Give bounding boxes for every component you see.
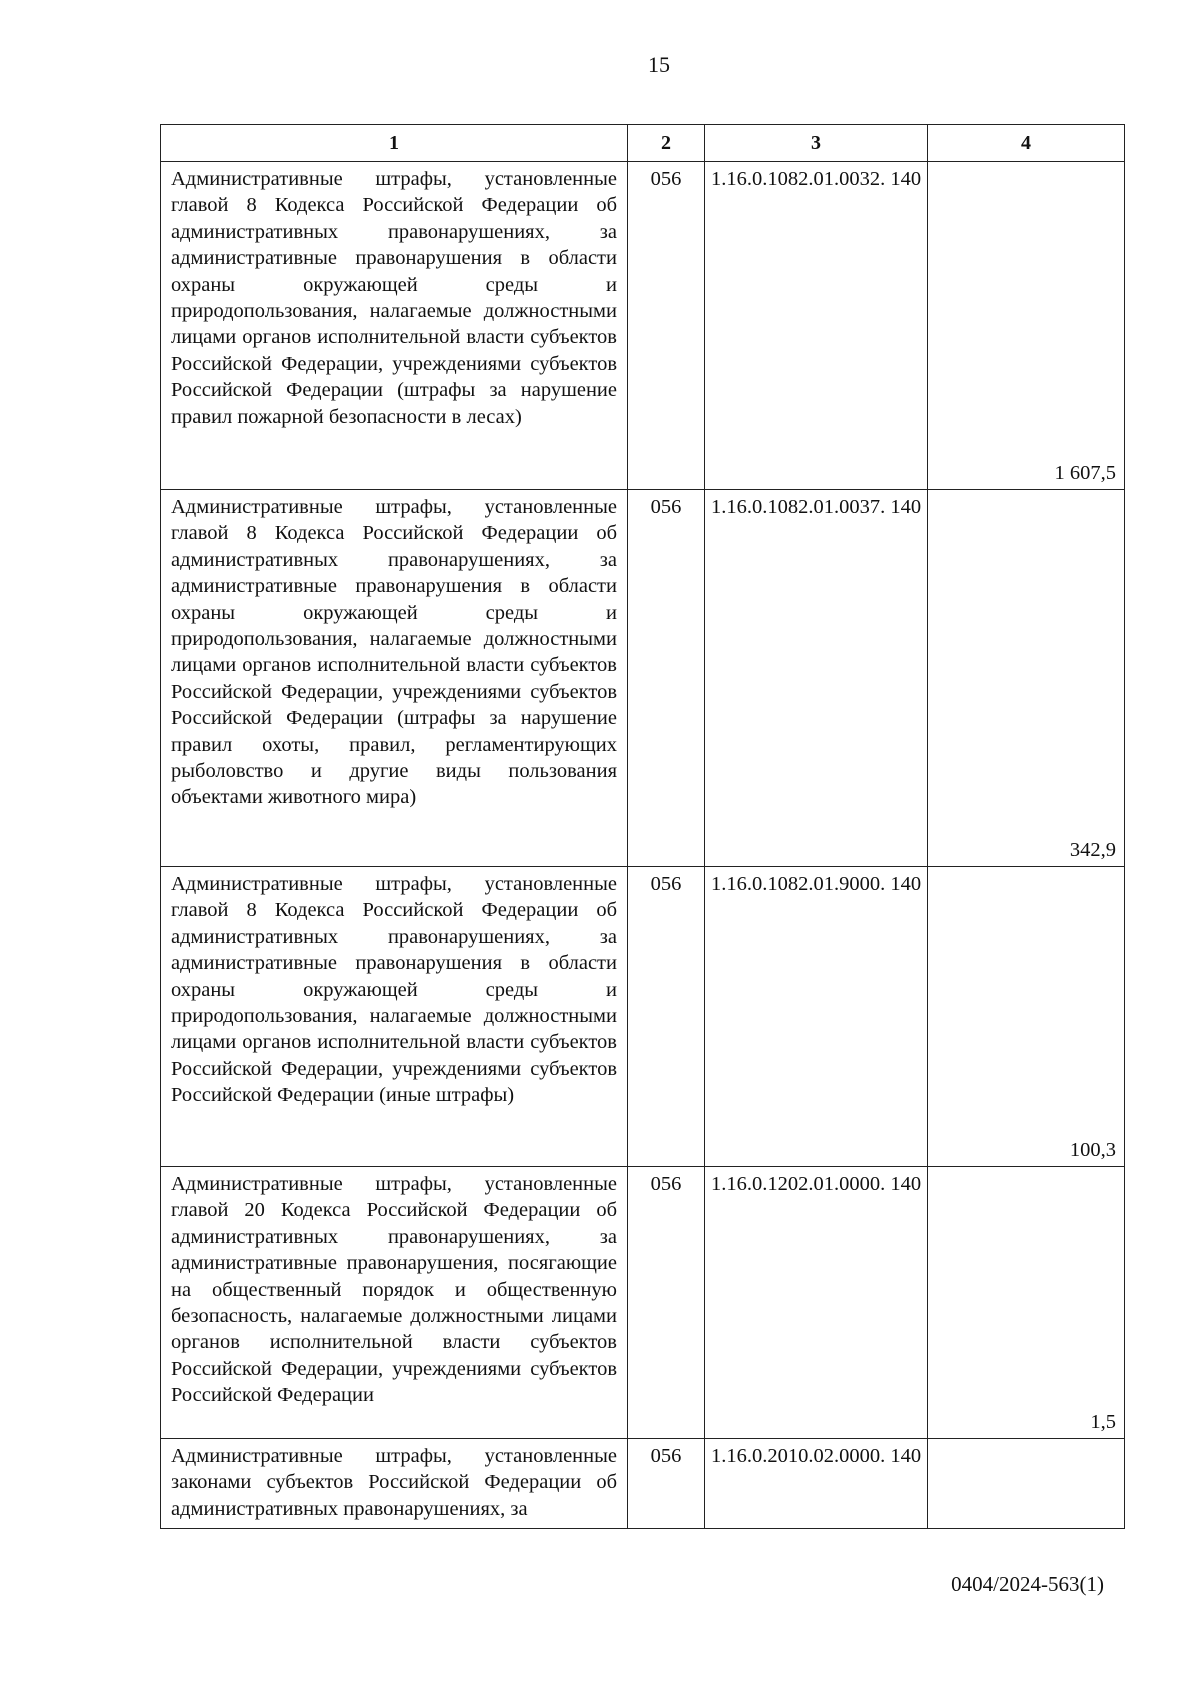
row-description: Административные штрафы, установленные главой 8 Кодекса Российской Федерации об административных правонарушениях, за административные правонарушения в области охраны окружающей среды и природопользования, налагаемые должностными лицами органов исполнительной власти субъектов Российской Федерации, учреждениями субъектов Российской Федерации (иные штрафы): [161, 867, 628, 1167]
row-admin-code: 056: [628, 162, 705, 490]
column-header: 3: [705, 125, 928, 162]
column-header: 4: [928, 125, 1125, 162]
row-description: Административные штрафы, установленные главой 20 Кодекса Российской Федерации об административных правонарушениях, за административные правонарушения, посягающие на общественный порядок и общественную безопасность, налагаемые должностными лицами органов исполнительной власти субъектов Российской Федерации, учреждениями субъектов Российской Федерации: [161, 1167, 628, 1439]
row-description: Административные штрафы, установленные законами субъектов Российской Федерации об административных правонарушениях, за: [161, 1439, 628, 1529]
document-code: 0404/2024-563(1): [951, 1572, 1104, 1596]
row-amount-cell: [928, 490, 1125, 867]
row-amount: 1 607,5: [1054, 462, 1116, 484]
column-header: 1: [161, 125, 628, 162]
row-kbk-code: 1.16.0.1082.01.9000. 140: [705, 867, 928, 1167]
row-amount-cell: [928, 867, 1125, 1167]
table-row: [161, 867, 1125, 1167]
table-row: [161, 1167, 1125, 1439]
row-kbk-code: 1.16.0.2010.02.0000. 140: [705, 1439, 928, 1529]
row-admin-code: 056: [628, 1439, 705, 1529]
table-row: [161, 162, 1125, 490]
row-kbk-code: 1.16.0.1082.01.0037. 140: [705, 490, 928, 867]
row-amount: 342,9: [1069, 839, 1116, 861]
row-description: Административные штрафы, установленные главой 8 Кодекса Российской Федерации об административных правонарушениях, за административные правонарушения в области охраны окружающей среды и природопользования, налагаемые должностными лицами органов исполнительной власти субъектов Российской Федерации, учреждениями субъектов Российской Федерации (штрафы за нарушение правил пожарной безопасности в лесах): [161, 162, 628, 490]
column-header: 2: [628, 125, 705, 162]
table-row: [161, 490, 1125, 867]
row-amount-cell: [928, 1167, 1125, 1439]
row-description: Административные штрафы, установленные главой 8 Кодекса Российской Федерации об административных правонарушениях, за административные правонарушения в области охраны окружающей среды и природопользования, налагаемые должностными лицами органов исполнительной власти субъектов Российской Федерации, учреждениями субъектов Российской Федерации (штрафы за нарушение правил охоты, правил, регламентирующих рыболовство и другие виды пользования объектами животного мира): [161, 490, 628, 867]
row-amount: 1,5: [1090, 1411, 1116, 1433]
revenue-table: [160, 124, 1125, 1529]
table-header-row: [161, 125, 1125, 162]
row-admin-code: 056: [628, 490, 705, 867]
row-amount-cell: [928, 1439, 1125, 1529]
table-row: [161, 1439, 1125, 1529]
row-kbk-code: 1.16.0.1082.01.0032. 140: [705, 162, 928, 490]
row-admin-code: 056: [628, 1167, 705, 1439]
row-admin-code: 056: [628, 867, 705, 1167]
row-amount-cell: [928, 162, 1125, 490]
page-number: 15: [648, 52, 670, 77]
row-amount: 100,3: [1069, 1139, 1116, 1161]
row-kbk-code: 1.16.0.1202.01.0000. 140: [705, 1167, 928, 1439]
